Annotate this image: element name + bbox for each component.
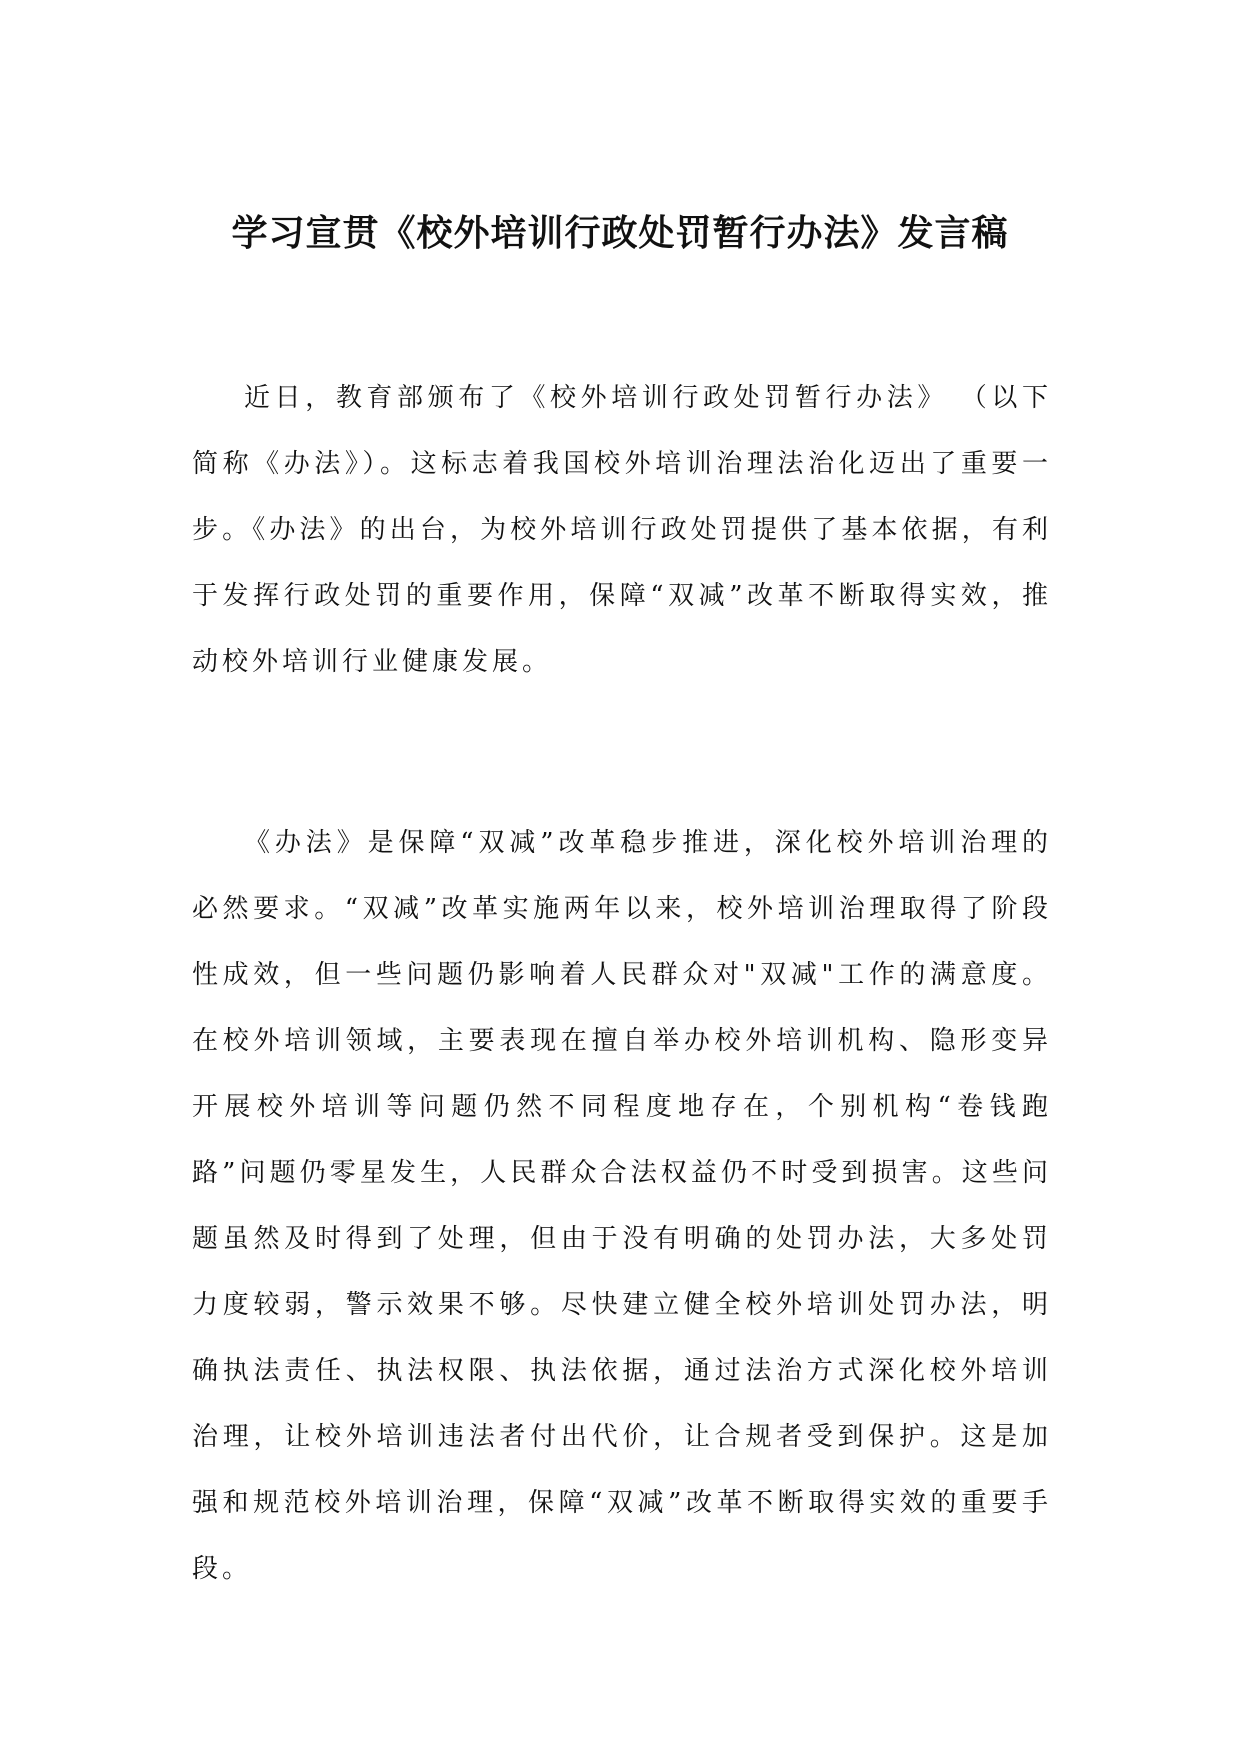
body-paragraph-2: 《办法》是保障“双减”改革稳步推进，深化校外培训治理的必然要求。“双减”改革实施两年以来，校外培训治理取得了阶段性成效，但一些问题仍影响着人民群众对"双减"工作的满意度。在校外培训领域，主要表现在擅自举办校外培训机构、隐形变异开展校外培训等问题仍然不同程度地存在，个别机构“卷钱跑路”问题仍零星发生，人民群众合法权益仍不时受到损害。这些问题虽然及时得到了处理，但由于没有明确的处罚办法，大多处罚力度较弱，警示效果不够。尽快建立健全校外培训处罚办法，明确执法责任、执法权限、执法依据，通过法治方式深化校外培训治理，让校外培训违法者付出代价，让合规者受到保护。这是加强和规范校外培训治理，保障“双减”改革不断取得实效的重要手段。 bbox=[192, 828, 1052, 1584]
document-title: 学习宣贯《校外培训行政处罚暂行办法》发言稿 bbox=[231, 213, 1009, 254]
body-paragraph-1: 近日，教育部颁布了《校外培训行政处罚暂行办法》 （以下简称《办法》）。这标志着我国校外培训治理法治化迈出了重要一步。《办法》的出台，为校外培训行政处罚提供了基本依据，有利于发挥行政处罚的重要作用，保障“双减”改革不断取得实效，推动校外培训行业健康发展。 bbox=[192, 383, 1052, 677]
